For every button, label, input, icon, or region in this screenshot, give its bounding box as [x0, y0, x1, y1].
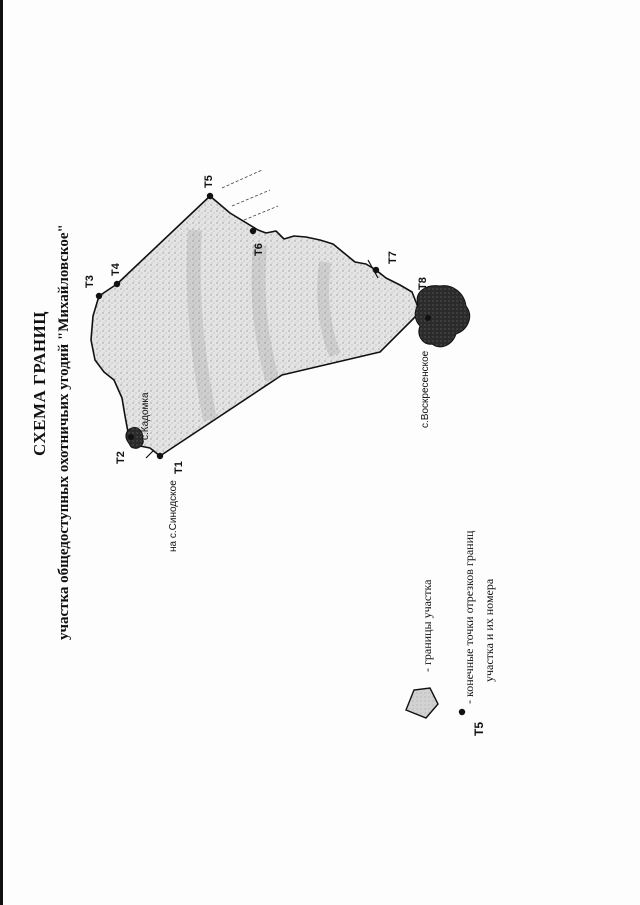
map-title: СХЕМА ГРАНИЦ [30, 311, 49, 456]
point-t3-label: T3 [84, 275, 96, 288]
point-t4-label: T4 [110, 263, 122, 276]
point-t8-label: T8 [417, 277, 429, 290]
sinodskoe-direction-label: на с.Синодское [168, 480, 179, 552]
point-t1-marker [157, 453, 163, 459]
point-t5-label: T5 [203, 175, 215, 188]
voskresenskoe-label: с.Воскресенское [420, 350, 431, 428]
point-t4-marker [114, 281, 120, 287]
point-t1-label: T1 [173, 461, 185, 474]
legend-point-label-line2: участка и их номера [482, 578, 496, 682]
point-t6-marker [250, 228, 256, 234]
voskresenskoe-village [415, 286, 469, 347]
map-subtitle: участка общедоступных охотничьих угодий "Михайловское" [56, 224, 72, 640]
point-t6-label: T6 [253, 243, 265, 256]
legend-boundary-label: - границы участка [420, 579, 434, 672]
point-t8-marker [425, 315, 431, 321]
legend-point-example-label: T5 [472, 721, 486, 736]
legend-boundary-symbol [406, 688, 438, 718]
legend [406, 688, 465, 718]
point-t2-marker [128, 434, 134, 440]
point-t2-label: T2 [115, 451, 127, 464]
point-t3-marker [96, 293, 102, 299]
legend-point-label-line1: - конечные точки отрезков границ [462, 530, 476, 704]
point-t7-marker [373, 267, 379, 273]
point-t7-label: T7 [387, 251, 399, 264]
legend-point-symbol [459, 709, 465, 715]
point-t5-marker [207, 193, 213, 199]
kadomka-label: с.Кадомка [140, 392, 151, 440]
t1-tick-mark [146, 450, 154, 458]
